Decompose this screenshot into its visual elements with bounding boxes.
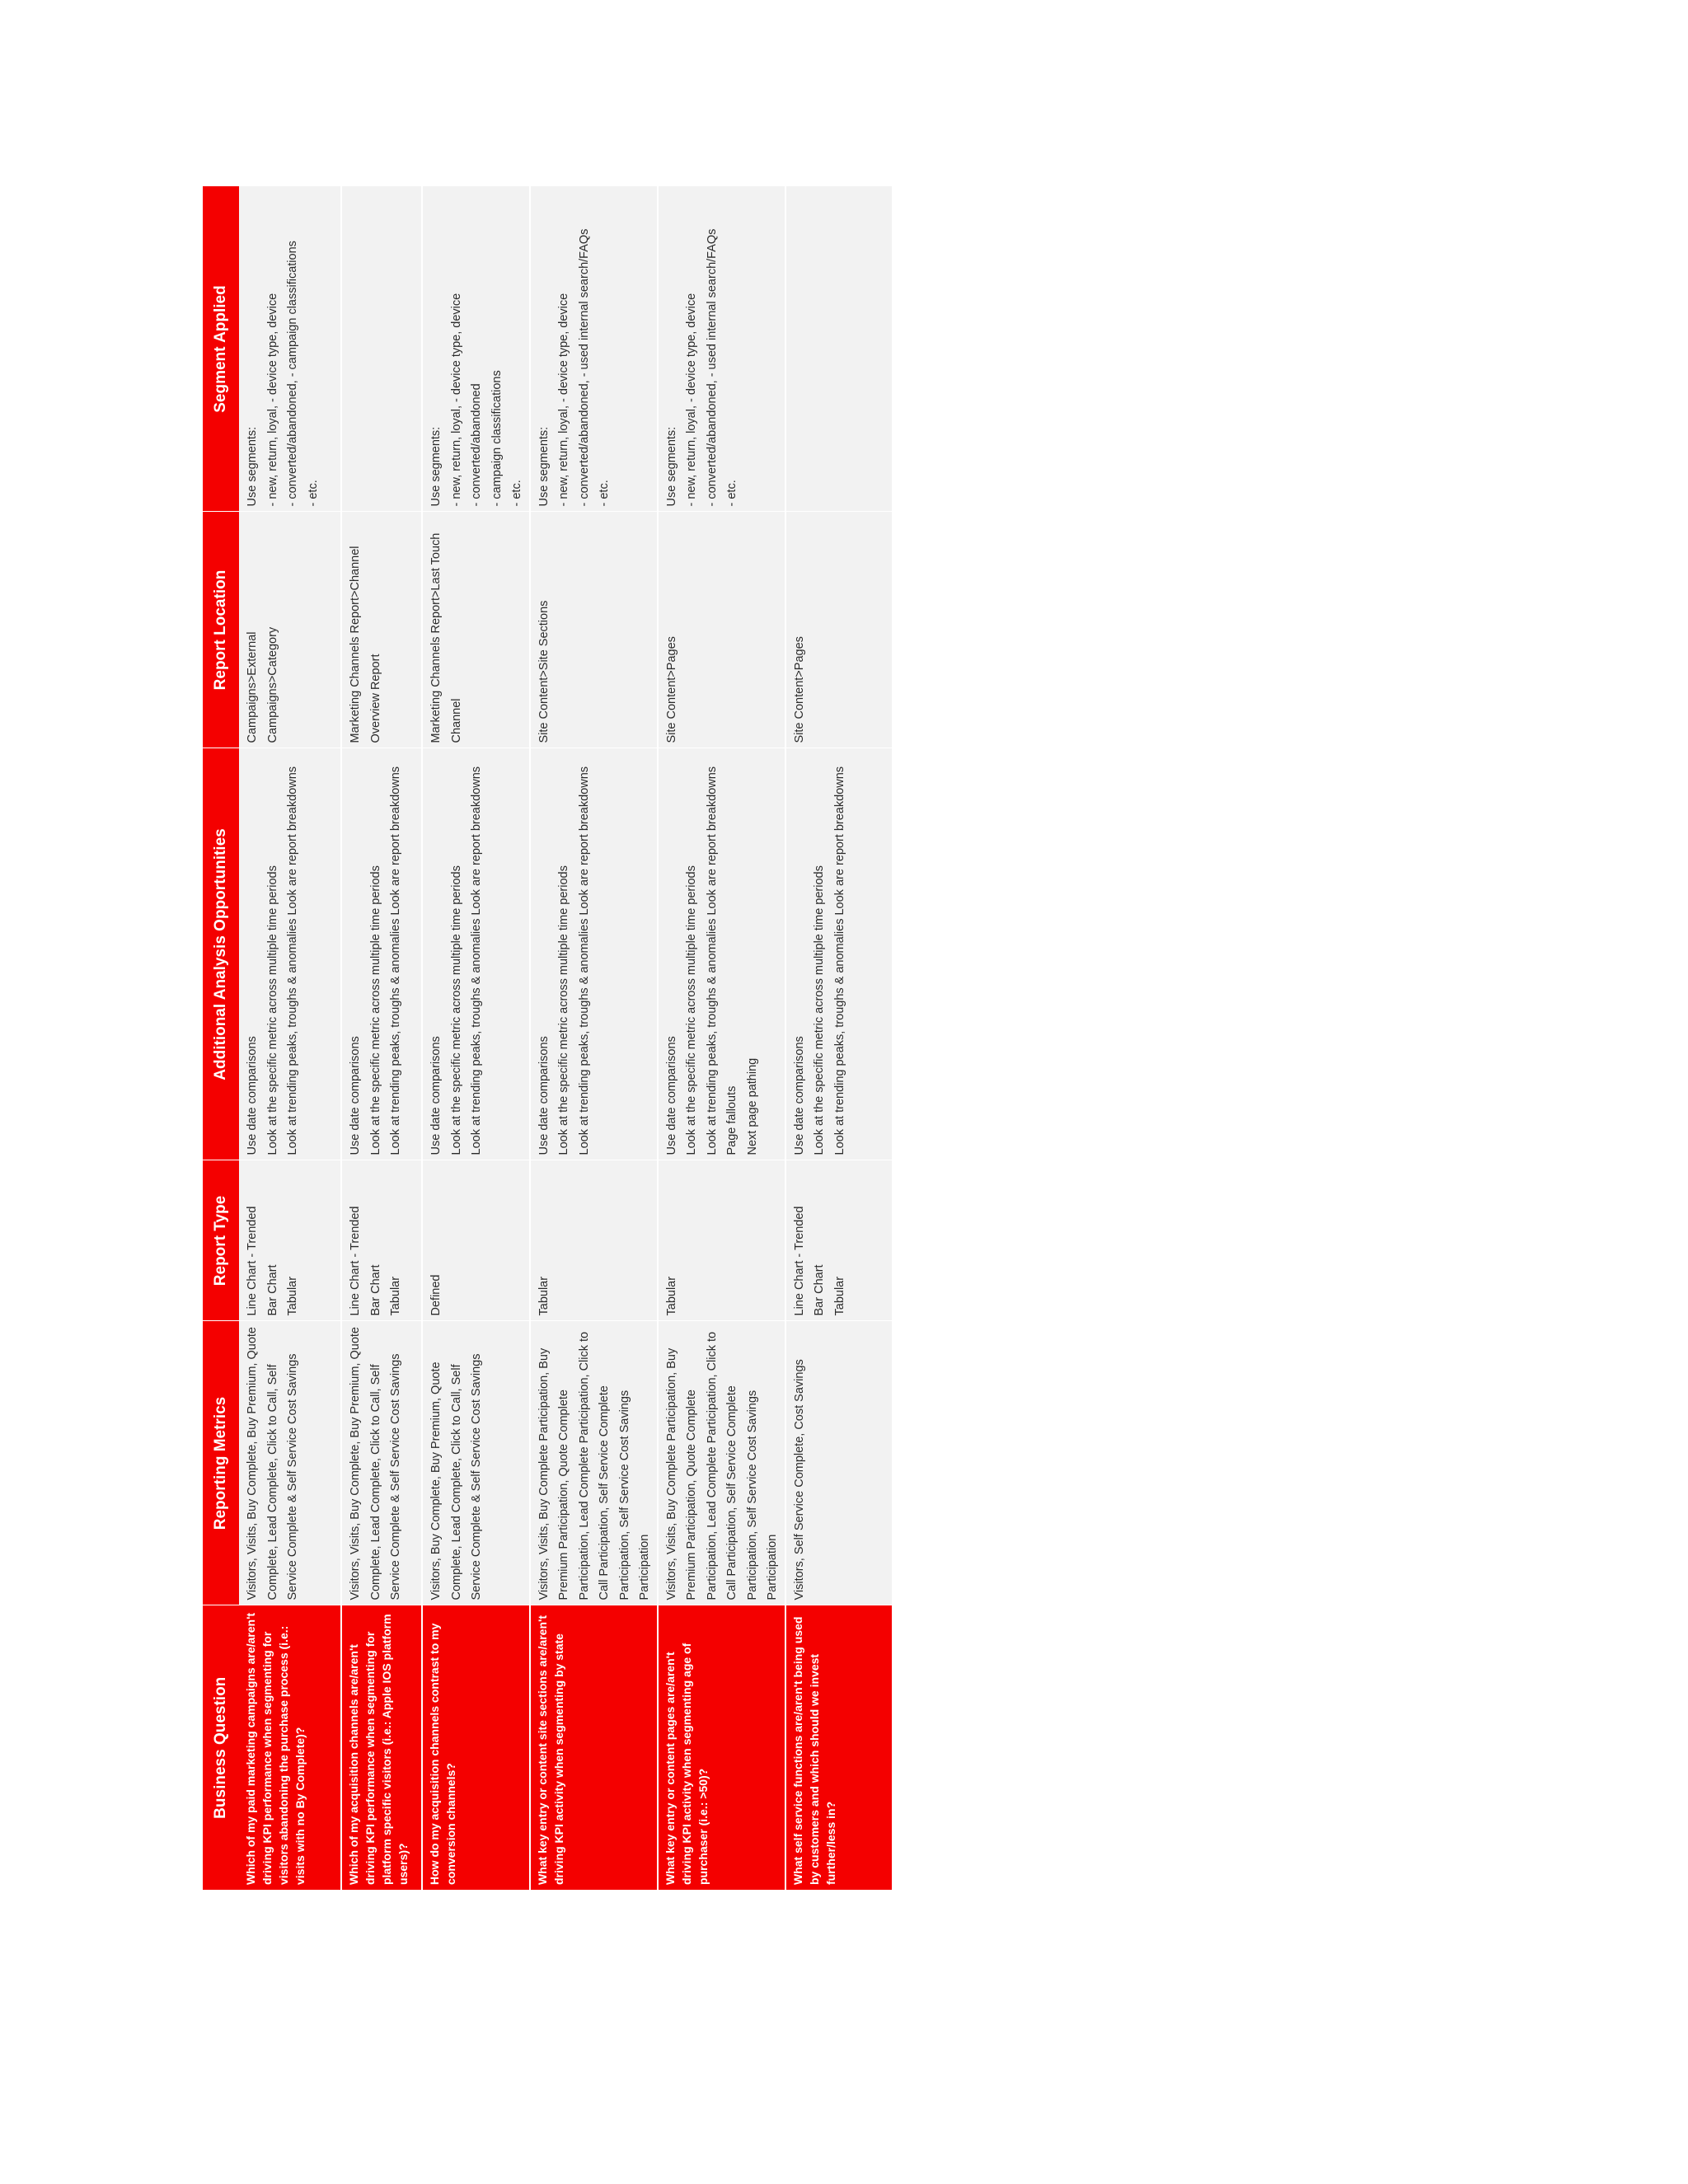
additional-analysis-cell	[239, 748, 341, 1160]
location-line: Marketing Channels Report>Last Touch Channel	[429, 532, 463, 743]
analysis-line: Look at the specific metric across multiple time periods	[557, 865, 570, 1155]
analysis-line: Use date comparisons	[349, 1036, 362, 1155]
segment-line: - converted/abandoned	[470, 383, 483, 507]
analysis-line: Use date comparisons	[537, 1036, 551, 1155]
analysis-line: Look at the specific metric across multiple time periods	[449, 865, 463, 1155]
analysis-line: Next page pathing	[745, 1057, 759, 1155]
report-type-line: Tabular	[286, 1276, 299, 1316]
business-question-cell: Which of my paid marketing campaigns are/aren't driving KPI performance when segmenting for visitors abandoning the purchase process (i.e.: visits with no By Complete)?	[239, 1605, 341, 1890]
additional-analysis-cell	[422, 748, 530, 1160]
segment-line: - campaign classifications	[490, 370, 504, 507]
segment-line: Use segments:	[664, 426, 678, 507]
table-row	[658, 186, 785, 1890]
report-type-line: Line Chart - Trended	[349, 1206, 362, 1316]
segment-applied-cell	[239, 186, 341, 512]
report-location-cell	[422, 512, 530, 748]
report-type-cell	[239, 1160, 341, 1321]
header-segment-applied: Segment Applied	[203, 186, 239, 512]
business-question-cell: What key entry or content site sections are/aren't driving KPI activity when segmenting by state	[530, 1605, 658, 1890]
segment-line: - etc.	[306, 480, 320, 507]
segment-applied-cell	[785, 186, 893, 512]
business-question-cell: What key entry or content pages are/aren't driving KPI activity when segmenting age of purchaser (i.e.: >50)?	[658, 1605, 785, 1890]
reporting-metrics-cell: Visitors, Visits, Buy Complete, Buy Premium, Quote Complete, Lead Complete, Click to Call, Self Service Complete & Self Service Cost Savings	[239, 1321, 341, 1605]
header-report-location: Report Location	[203, 512, 239, 748]
analysis-line: Look at trending peaks, troughs & anomalies Look are report breakdowns	[389, 766, 402, 1155]
report-location-cell	[658, 512, 785, 748]
segment-line: Use segments:	[537, 426, 551, 507]
analysis-line: Look at trending peaks, troughs & anomalies Look are report breakdowns	[832, 766, 846, 1155]
table-row	[341, 186, 422, 1890]
report-location-cell	[239, 512, 341, 748]
segment-line: - new, return, loyal, - device type, device	[449, 293, 463, 507]
header-row	[203, 186, 239, 1890]
additional-analysis-cell	[341, 748, 422, 1160]
header-business-question: Business Question	[203, 1605, 239, 1890]
segment-line: - new, return, loyal, - device type, device	[685, 293, 698, 507]
header-reporting-metrics: Reporting Metrics	[203, 1321, 239, 1605]
location-line: Site Content>Pages	[792, 636, 806, 743]
analysis-line: Look at the specific metric across multiple time periods	[813, 865, 826, 1155]
kpi-analysis-table	[203, 186, 893, 1891]
segment-line: Use segments:	[246, 426, 259, 507]
segment-line: - converted/abandoned, - used internal search/FAQs	[705, 228, 719, 507]
report-type-cell	[785, 1160, 893, 1321]
report-type-line: Bar Chart	[813, 1264, 826, 1316]
report-type-line: Tabular	[832, 1276, 846, 1316]
report-location-cell	[530, 512, 658, 748]
business-question-cell: What self service functions are/aren't being used by customers and which should we invest further/less in?	[785, 1605, 893, 1890]
location-line: Marketing Channels Report>Channel Overview Report	[349, 546, 382, 743]
business-question-cell: Which of my acquisition channels are/aren't driving KPI performance when segmenting for platform specific visitors (i.e.: Apple IOS platform users)?	[341, 1605, 422, 1890]
report-type-line: Tabular	[537, 1276, 551, 1316]
analysis-line: Look at the specific metric across multiple time periods	[368, 865, 382, 1155]
report-type-line: Defined	[429, 1274, 443, 1316]
segment-line: Use segments:	[429, 426, 443, 507]
reporting-metrics-cell: Visitors, Visits, Buy Complete Participation, Buy Premium Participation, Quote Complete Participation, Lead Complete Participation, Click to Call Participation, Self Service Complete Participation, Self Service Cost Savings Participation	[530, 1321, 658, 1605]
segment-line: - new, return, loyal, - device type, device	[557, 293, 570, 507]
header-additional-analysis: Additional Analysis Opportunities	[203, 748, 239, 1160]
table-row	[239, 186, 341, 1890]
analysis-line: Look at trending peaks, troughs & anomalies Look are report breakdowns	[286, 766, 299, 1155]
report-type-line: Line Chart - Trended	[792, 1206, 806, 1316]
segment-line: - etc.	[510, 480, 523, 507]
analysis-line: Look at trending peaks, troughs & anomalies Look are report breakdowns	[577, 766, 591, 1155]
analysis-line: Look at the specific metric across multiple time periods	[265, 865, 279, 1155]
business-question-cell: How do my acquisition channels contrast to my conversion channels?	[422, 1605, 530, 1890]
analysis-line: Look at the specific metric across multiple time periods	[685, 865, 698, 1155]
report-type-cell	[530, 1160, 658, 1321]
table-row	[785, 186, 893, 1890]
segment-applied-cell	[422, 186, 530, 512]
report-type-cell	[422, 1160, 530, 1321]
segment-line: - etc.	[598, 480, 611, 507]
report-type-line: Bar Chart	[265, 1264, 279, 1316]
report-type-line: Bar Chart	[368, 1264, 382, 1316]
analysis-line: Use date comparisons	[792, 1036, 806, 1155]
analysis-line: Look at trending peaks, troughs & anomalies Look are report breakdowns	[470, 766, 483, 1155]
reporting-metrics-cell: Visitors, Buy Complete, Buy Premium, Quote Complete, Lead Complete, Click to Call, Self Service Complete & Self Service Cost Savings	[422, 1321, 530, 1605]
segment-line: - converted/abandoned, - campaign classifications	[286, 241, 299, 507]
segment-line: - converted/abandoned, - used internal search/FAQs	[577, 228, 591, 507]
reporting-metrics-cell: Visitors, Self Service Complete, Cost Savings	[785, 1321, 893, 1605]
analysis-line: Use date comparisons	[664, 1036, 678, 1155]
segment-applied-cell	[658, 186, 785, 512]
report-type-cell	[658, 1160, 785, 1321]
table-row	[530, 186, 658, 1890]
analysis-line: Look at trending peaks, troughs & anomalies Look are report breakdowns	[705, 766, 719, 1155]
location-line: Campaigns>Category	[265, 626, 279, 743]
report-type-line: Tabular	[664, 1276, 678, 1316]
location-line: Site Content>Site Sections	[537, 600, 551, 743]
report-type-cell	[341, 1160, 422, 1321]
analysis-line: Use date comparisons	[429, 1036, 443, 1155]
reporting-metrics-cell: Visitors, Visits, Buy Complete Participation, Buy Premium Participation, Quote Complete Participation, Lead Complete Participation, Click to Call Participation, Self Service Complete Participation, Self Service Cost Savings Participation	[658, 1321, 785, 1605]
report-location-cell	[341, 512, 422, 748]
kpi-analysis-table-rotated	[203, 186, 870, 1890]
report-type-line: Tabular	[389, 1276, 402, 1316]
segment-applied-cell	[530, 186, 658, 512]
reporting-metrics-cell: Visitors, Visits, Buy Complete, Buy Premium, Quote Complete, Lead Complete, Click to Call, Self Service Complete & Self Service Cost Savings	[341, 1321, 422, 1605]
report-location-cell	[785, 512, 893, 748]
analysis-line: Page fallouts	[725, 1085, 738, 1155]
table-row	[422, 186, 530, 1890]
header-report-type: Report Type	[203, 1160, 239, 1321]
segment-line: - new, return, loyal, - device type, device	[265, 293, 279, 507]
additional-analysis-cell	[785, 748, 893, 1160]
location-line: Site Content>Pages	[664, 636, 678, 743]
analysis-line: Use date comparisons	[246, 1036, 259, 1155]
additional-analysis-cell	[530, 748, 658, 1160]
location-line: Campaigns>External	[246, 631, 259, 743]
report-type-line: Line Chart - Trended	[246, 1206, 259, 1316]
additional-analysis-cell	[658, 748, 785, 1160]
segment-line: - etc.	[725, 480, 738, 507]
segment-applied-cell	[341, 186, 422, 512]
